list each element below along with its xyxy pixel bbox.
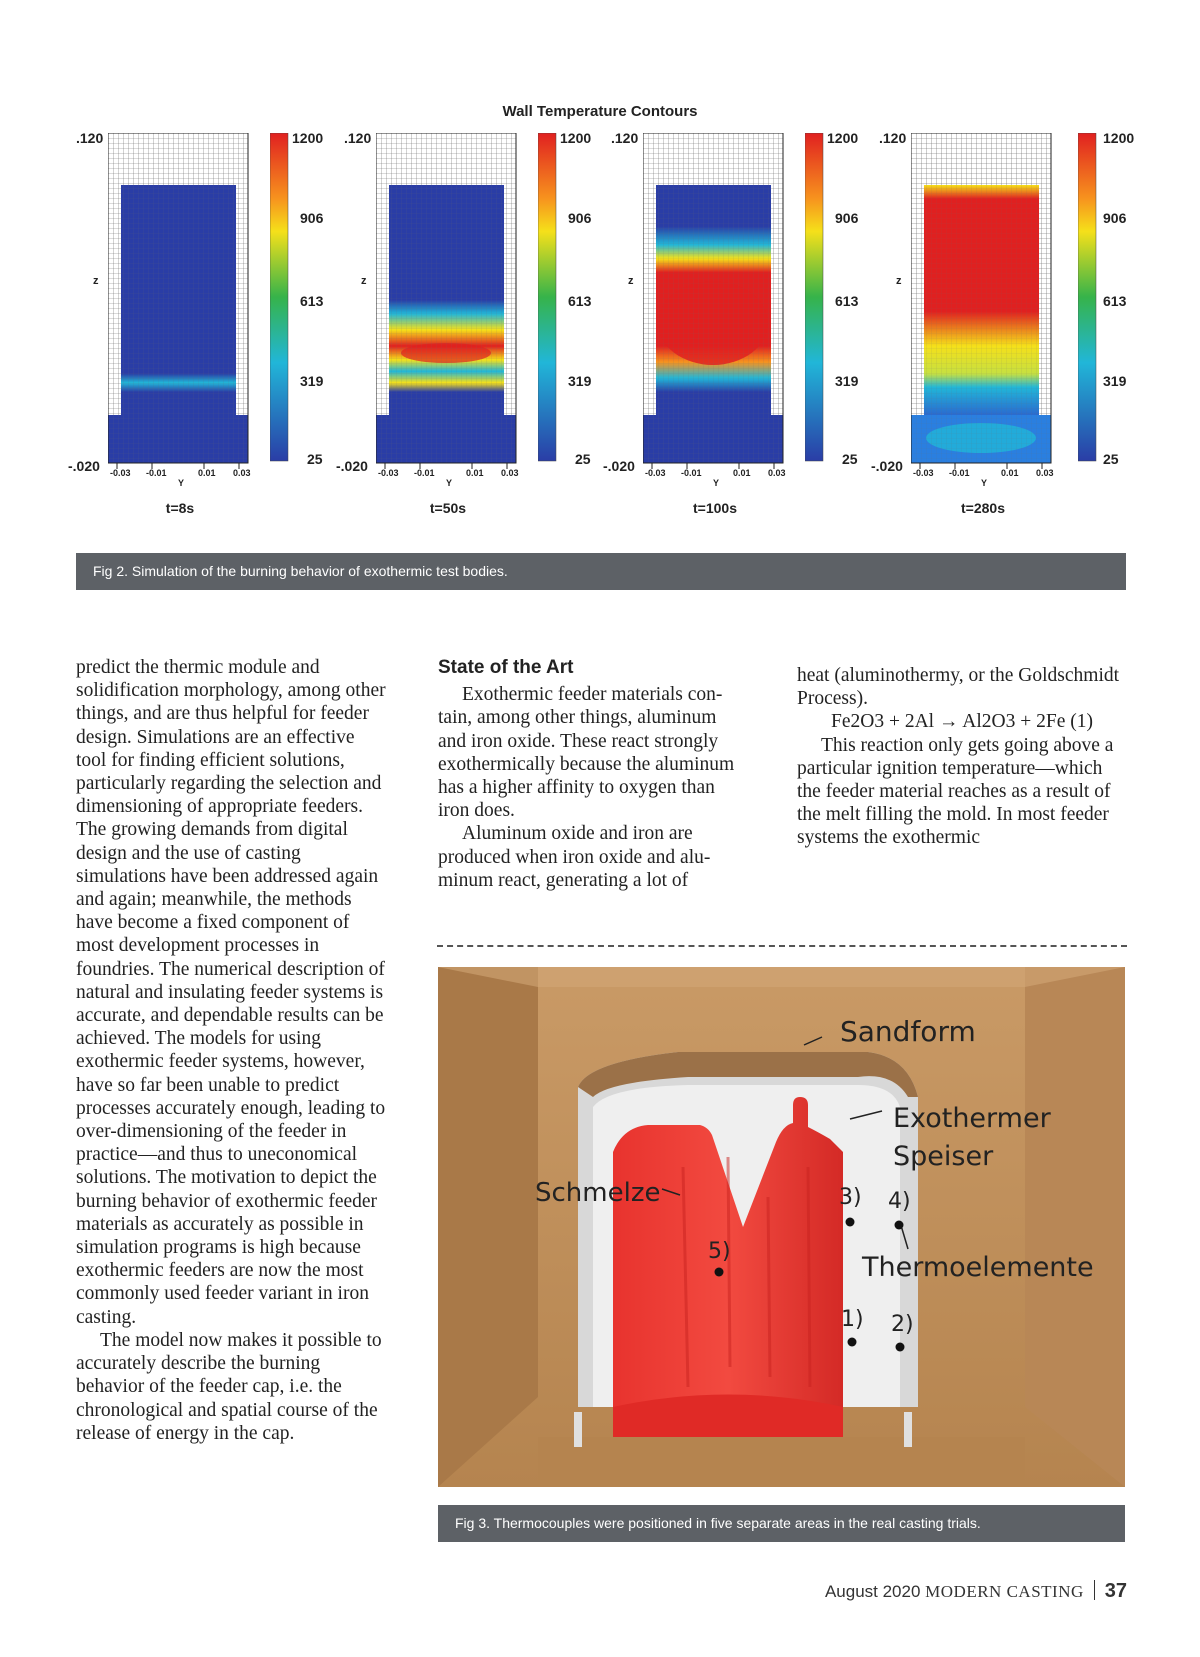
paragraph: This reaction only gets going above a particular ignition temperature—which the feeder material reaches as a result of the melt filling the mold. In most feeder systems the exothermic — [797, 734, 1114, 849]
y-tick: 0.01 — [466, 468, 484, 478]
page-number: 37 — [1104, 1580, 1127, 1602]
contour-plot — [643, 133, 793, 483]
colorbar-tick: 319 — [1103, 373, 1127, 389]
article-column-1 — [76, 656, 386, 1445]
label-sandform: Sandform — [840, 1015, 976, 1048]
z-bottom-label: -.020 — [68, 458, 100, 474]
issue-date: August 2020 — [824, 1582, 921, 1601]
z-top-label: .120 — [76, 130, 104, 146]
paragraph: Exothermic feeder materials contain, among other things, aluminum and iron oxide. These react strongly exothermically because the aluminum has a higher affinity to oxygen than iron does. — [438, 684, 735, 822]
z-bottom-label: -.020 — [603, 458, 635, 474]
label-exothermer: Exothermer — [893, 1103, 1051, 1134]
y-tick: 0.03 — [501, 468, 519, 478]
y-tick: 0.03 — [233, 468, 251, 478]
z-axis-label: z — [361, 275, 367, 287]
colorbar-tick: 25 — [842, 451, 858, 467]
label-thermocouple-1: 1) — [841, 1307, 864, 1332]
contour-panel — [863, 130, 1135, 533]
y-tick: 0.03 — [1036, 468, 1054, 478]
y-axis-label: Y — [713, 478, 720, 488]
figure-3 — [438, 967, 1125, 1487]
label-speiser: Speiser — [893, 1141, 994, 1172]
figure-2 — [60, 95, 1140, 540]
colorbar-tick: 319 — [568, 373, 592, 389]
colorbar-tick: 25 — [1103, 451, 1119, 467]
contour-plot — [911, 133, 1061, 483]
paragraph: heat (aluminothermy, or the Goldschmidt Process). — [797, 665, 1120, 710]
figure-3-caption: Fig 3. Thermocouples were positioned in five separate areas in the real casting trials. — [438, 1505, 1125, 1542]
colorbar — [805, 133, 825, 463]
colorbar-tick: 906 — [835, 210, 859, 226]
dashed-divider — [437, 945, 1127, 947]
z-top-label: .120 — [344, 130, 372, 146]
colorbar-tick: 25 — [307, 451, 323, 467]
colorbar-tick: 25 — [575, 451, 591, 467]
z-top-label: .120 — [611, 130, 639, 146]
contour-panel — [60, 130, 324, 533]
y-tick: -0.03 — [110, 468, 131, 478]
colorbar-tick: 1200 — [827, 130, 859, 146]
colorbar-tick: 319 — [835, 373, 859, 389]
figure-2-caption: Fig 2. Simulation of the burning behavior of exothermic test bodies. — [76, 553, 1126, 590]
y-tick: -0.01 — [414, 468, 435, 478]
thermocouple-4-marker — [895, 1221, 904, 1230]
time-label: t=100s — [693, 500, 737, 516]
colorbar-tick: 906 — [568, 210, 592, 226]
colorbar-tick: 613 — [300, 293, 324, 309]
thermocouple-5-marker — [715, 1268, 724, 1277]
colorbar — [1078, 133, 1098, 463]
contour-plot — [376, 133, 526, 483]
time-label: t=50s — [429, 500, 467, 516]
label-thermocouple-4: 4) — [888, 1189, 911, 1214]
colorbar-tick: 613 — [568, 293, 592, 309]
section-heading: State of the Art — [438, 657, 574, 678]
thermocouple-1-marker — [848, 1338, 857, 1347]
y-tick: -0.01 — [681, 468, 702, 478]
article-column-2 — [438, 656, 748, 892]
y-tick: 0.01 — [198, 468, 216, 478]
label-thermocouple-3: 3) — [839, 1185, 862, 1210]
label-schmelze: Schmelze — [535, 1178, 661, 1208]
figure-title: Wall Temperature Contours — [502, 103, 698, 120]
colorbar-tick: 319 — [300, 373, 324, 389]
z-axis-label: z — [93, 275, 99, 287]
contour-panel — [328, 130, 592, 533]
y-axis-label: Y — [446, 478, 453, 488]
paragraph: The model now makes it possible to accurately describe the burning behavior of the feeder cap, i.e. the chronological and spatial course of the release of energy in the cap. — [76, 1329, 382, 1444]
y-tick: 0.01 — [733, 468, 751, 478]
z-axis-label: z — [628, 275, 634, 287]
article-column-3 — [797, 664, 1127, 850]
colorbar-tick: 906 — [1103, 210, 1127, 226]
time-label: t=280s — [961, 500, 1005, 516]
z-bottom-label: -.020 — [871, 458, 903, 474]
z-top-label: .120 — [879, 130, 907, 146]
thermocouple-2-marker — [896, 1343, 905, 1352]
contour-panel — [595, 130, 859, 533]
label-thermocouple-2: 2) — [891, 1312, 914, 1337]
y-axis-label: Y — [981, 478, 988, 488]
y-tick: -0.03 — [913, 468, 934, 478]
label-thermoelemente: Thermoelemente — [862, 1252, 1094, 1283]
colorbar — [270, 133, 290, 463]
colorbar-tick: 613 — [1103, 293, 1127, 309]
feeder-illustration — [438, 967, 1125, 1487]
y-tick: -0.03 — [645, 468, 666, 478]
colorbar-tick: 1200 — [1103, 130, 1135, 146]
colorbar-tick: 1200 — [560, 130, 592, 146]
z-axis-label: z — [896, 275, 902, 287]
y-tick: 0.03 — [768, 468, 786, 478]
colorbar-tick: 1200 — [292, 130, 324, 146]
y-axis-label: Y — [178, 478, 185, 488]
colorbar-tick: 906 — [300, 210, 324, 226]
contour-plot — [108, 133, 258, 483]
z-bottom-label: -.020 — [336, 458, 368, 474]
y-tick: 0.01 — [1001, 468, 1019, 478]
magazine-name: MODERN CASTING — [925, 1582, 1084, 1601]
thermocouple-3-marker — [846, 1218, 855, 1227]
colorbar — [538, 133, 558, 463]
label-thermocouple-5: 5) — [708, 1239, 731, 1264]
y-tick: -0.03 — [378, 468, 399, 478]
time-label: t=8s — [165, 500, 195, 516]
y-tick: -0.01 — [146, 468, 167, 478]
colorbar-tick: 613 — [835, 293, 859, 309]
footer-separator — [1094, 1580, 1095, 1600]
paragraph: predict the thermic module and solidification morphology, among other things, and are thus helpful for feeder design. Simulations are an effective tool for finding efficient solutions, particularly regarding the selection and dimensioning of appropriate feeders. The growing demands from digital design and the use of casting simulations have been addressed again and again; meanwhile, the methods have become a fixed component of most development processes in foundries. The numerical description of natural and insulating feeder systems is accurate, and dependable results can be achieved. The models for using exothermic feeder systems, however, have so far been unable to predict processes accurately enough, leading to over-dimensioning of the feeder in practice—and thus to uneconomical solutions. The motivation to depict the burning behavior of exothermic feeder materials as accurately as possible in simulation programs is high because exothermic feeders are now the most commonly used feeder variant in iron casting. — [76, 657, 386, 1328]
equation: Fe2O3 + 2Al → Al2O3 + 2Fe (1) — [831, 711, 1093, 733]
paragraph: Aluminum oxide and iron are produced when iron oxide and aluminum react, generating a lot of — [438, 823, 711, 891]
y-tick: -0.01 — [949, 468, 970, 478]
page-footer — [825, 1580, 1127, 1603]
